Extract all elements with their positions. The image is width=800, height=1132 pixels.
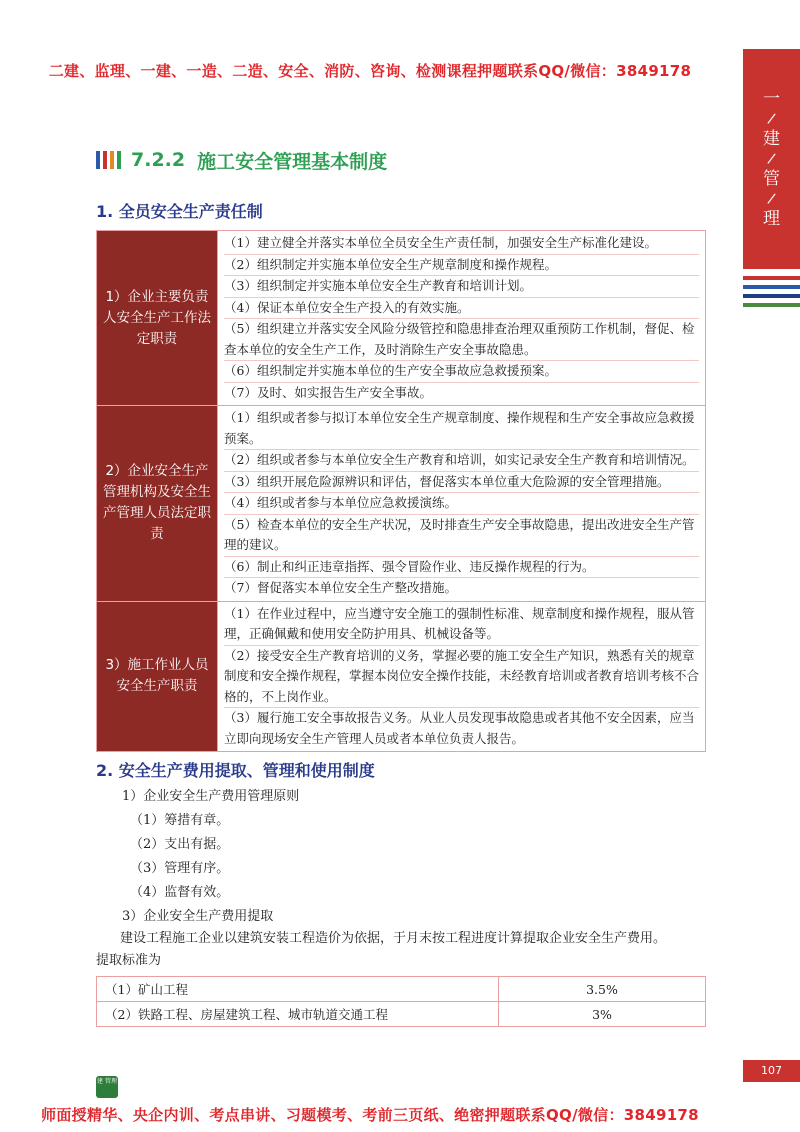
extraction-title: 3）企业安全生产费用提取	[122, 909, 274, 924]
chapter-side-tab: 一 / 建 / 管 / 理	[743, 49, 800, 269]
rate-table	[96, 976, 706, 1027]
rate-value: 3%	[499, 1002, 706, 1027]
duty-item: （3）履行施工安全事故报告义务。从业人员发现事故隐患或者其他不安全因素，应当立即向现场安全生产管理人员或者本单位负责人报告。	[224, 710, 695, 746]
principles-title: 1）企业安全生产费用管理原则	[122, 789, 300, 804]
table-row	[97, 601, 706, 752]
table-row	[97, 977, 706, 1002]
duty-item: （3）组织制定并实施本单位安全生产教育和培训计划。	[224, 276, 699, 298]
duty-item: （1）建立健全并落实本单位全员安全生产责任制，加强安全生产标准化建设。	[224, 233, 699, 255]
extraction-text: 建设工程施工企业以建筑安装工程造价为依据，于月末按工程进度计算提取企业安全生产费用。	[120, 931, 667, 946]
table-row	[97, 231, 706, 406]
principle-item: （4）监督有效。	[130, 885, 230, 900]
subheading-responsibility: 1. 全员安全生产责任制	[96, 202, 263, 221]
duty-item: （3）组织开展危险源辨识和评估，督促落实本单位重大危险源的安全管理措施。	[224, 472, 699, 494]
table-row	[97, 1002, 706, 1027]
section-number: 7.2.2	[131, 149, 186, 171]
principle-item: （1）筹措有章。	[130, 813, 230, 828]
section-heading	[96, 148, 387, 172]
publisher-logo: 建 管理	[96, 1076, 118, 1098]
duty-item: （5）检查本单位的安全生产状况，及时排查生产安全事故隐患，提出改进安全生产管理的建议。	[224, 515, 699, 557]
duty-item: （4）保证本单位安全生产投入的有效实施。	[224, 298, 699, 320]
duty-item: （4）组织或者参与本单位应急救援演练。	[224, 493, 699, 515]
table-row	[97, 406, 706, 602]
standard-label: 提取标准为	[96, 953, 162, 968]
side-tab-char: 理	[763, 209, 780, 229]
rate-label: （1）矿山工程	[97, 977, 499, 1002]
role-cell: 1）企业主要负责人安全生产工作法定职责	[97, 231, 218, 406]
section-title: 施工安全管理基本制度	[197, 150, 388, 173]
bottom-banner: 师面授精华、央企内训、考点串讲、习题模考、考前三页纸、绝密押题联系QQ/微信：3849178	[41, 1106, 699, 1124]
principle-item: （2）支出有据。	[130, 837, 230, 852]
side-stripes	[743, 276, 800, 312]
side-tab-char: 建	[763, 129, 780, 149]
duty-item: （2）组织或者参与本单位安全生产教育和培训，如实记录安全生产教育和培训情况。	[224, 450, 699, 472]
rate-label: （2）铁路工程、房屋建筑工程、城市轨道交通工程	[97, 1002, 499, 1027]
duty-item: （1）组织或者参与拟订本单位安全生产规章制度、操作规程和生产安全事故应急救援预案。	[224, 408, 699, 450]
role-cell: 2）企业安全生产管理机构及安全生产管理人员法定职责	[97, 406, 218, 602]
duty-item: （1）在作业过程中，应当遵守安全施工的强制性标准、规章制度和操作规程，服从管理，正确佩戴和使用安全防护用具、机械设备等。	[224, 604, 699, 646]
duty-item: （5）组织建立并落实安全风险分级管控和隐患排查治理双重预防工作机制，督促、检查本单位的安全生产工作，及时消除生产安全事故隐患。	[224, 319, 699, 361]
subheading-safety-cost: 2. 安全生产费用提取、管理和使用制度	[96, 761, 375, 780]
duties-table	[96, 230, 706, 752]
role-cell: 3）施工作业人员安全生产职责	[97, 601, 218, 752]
duty-item: （6）组织制定并实施本单位的生产安全事故应急救援预案。	[224, 361, 699, 383]
top-banner: 二建、监理、一建、一造、二造、安全、消防、咨询、检测课程押题联系QQ/微信：3849178	[48, 62, 692, 80]
page-number: 107	[743, 1060, 800, 1082]
side-tab-char: 管	[763, 169, 780, 189]
section-bars-icon	[96, 151, 121, 169]
duty-item: （7）督促落实本单位安全生产整改措施。	[224, 580, 457, 595]
duty-item: （2）接受安全生产教育培训的义务，掌握必要的施工安全生产知识，熟悉有关的规章制度和安全操作规程，掌握本岗位安全操作技能，未经教育培训或者教育培训考核不合格的，不上岗作业。	[224, 646, 699, 709]
side-tab-char: 一	[763, 89, 780, 109]
principle-item: （3）管理有序。	[130, 861, 230, 876]
duty-item: （6）制止和纠正违章指挥、强令冒险作业、违反操作规程的行为。	[224, 557, 699, 579]
duty-item: （2）组织制定并实施本单位安全生产规章制度和操作规程。	[224, 255, 699, 277]
duty-item: （7）及时、如实报告生产安全事故。	[224, 384, 432, 400]
rate-value: 3.5%	[499, 977, 706, 1002]
